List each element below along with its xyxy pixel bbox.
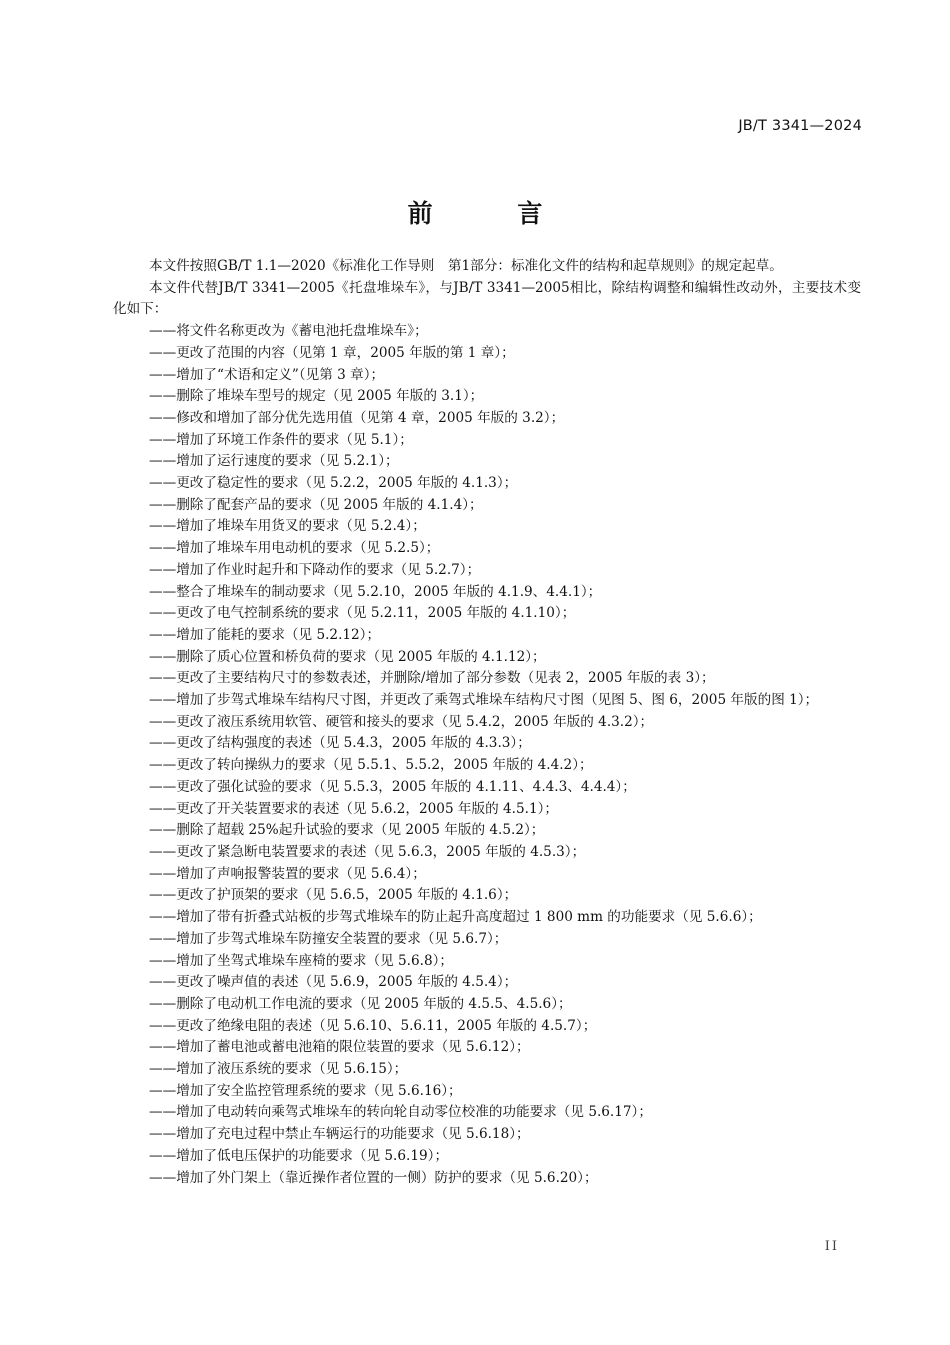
list-item: ——删除了质心位置和桥负荷的要求（见 2005 年版的 4.1.12）；	[149, 648, 546, 665]
list-item: ——修改和增加了部分优先选用值（见第 4 章，2005 年版的 3.2）；	[149, 409, 565, 426]
list-item: ——增加了低电压保护的功能要求（见 5.6.19）；	[149, 1147, 449, 1164]
list-item: ——增加了坐驾式堆垛车座椅的要求（见 5.6.8）；	[149, 952, 453, 969]
list-item: ——将文件名称更改为《蓄电池托盘堆垛车》；	[149, 323, 428, 340]
list-item: ——增加了电动转向乘驾式堆垛车的转向轮自动零位校准的功能要求（见 5.6.17）；	[149, 1104, 652, 1121]
list-item: ——删除了配套产品的要求（见 2005 年版的 4.1.4）；	[149, 496, 483, 513]
list-item: ——增加了充电过程中禁止车辆运行的功能要求（见 5.6.18）；	[149, 1126, 530, 1143]
list-item: ——增加了运行速度的要求（见 5.2.1）；	[149, 453, 399, 470]
list-item: ——增加了液压系统的要求（见 5.6.15）；	[149, 1061, 408, 1078]
list-item: ——删除了堆垛车型号的规定（见 2005 年版的 3.1）；	[149, 388, 484, 405]
list-item: ——更改了稳定性的要求（见 5.2.2，2005 年版的 4.1.3）；	[149, 475, 518, 492]
change-list	[113, 321, 861, 1189]
paragraph-drafting-basis: 本文件按照GB/T 1.1—2020《标准化工作导则 第1部分：标准化文件的结构和起草规则》的规定起草。	[149, 258, 783, 274]
list-item: ——整合了堆垛车的制动要求（见 5.2.10，2005 年版的 4.1.9、4.4.1）；	[149, 583, 602, 600]
list-item: ——增加了环境工作条件的要求（见 5.1）；	[149, 431, 413, 448]
page-title: 前 言	[407, 199, 581, 228]
list-item: ——更改了强化试验的要求（见 5.5.3，2005 年版的 4.1.11、4.4.3、4.4.4）；	[149, 778, 636, 795]
list-item: ——增加了能耗的要求（见 5.2.12）；	[149, 626, 381, 643]
list-item: ——增加了堆垛车用货叉的要求（见 5.2.4）；	[149, 518, 426, 535]
list-item: ——增加了步驾式堆垛车防撞安全装置的要求（见 5.6.7）；	[149, 930, 508, 947]
list-item: ——增加了安全监控管理系统的要求（见 5.6.16）；	[149, 1082, 462, 1099]
list-item: ——更改了紧急断电装置要求的表述（见 5.6.3，2005 年版的 4.5.3）；	[149, 843, 586, 860]
list-item: ——更改了范围的内容（见第 1 章，2005 年版的第 1 章）；	[149, 344, 515, 361]
list-item: ——更改了转向操纵力的要求（见 5.5.1、5.5.2，2005 年版的 4.4.2）；	[149, 757, 593, 774]
list-item: ——更改了主要结构尺寸的参数表述，并删除/增加了部分参数（见表 2，2005 年版的表 3）；	[149, 670, 715, 687]
list-item: ——增加了作业时起升和下降动作的要求（见 5.2.7）；	[149, 561, 481, 578]
standard-code: JB/T 3341—2024	[738, 118, 862, 134]
page-number: II	[824, 1239, 839, 1254]
list-item: ——更改了绝缘电阻的表述（见 5.6.10、5.6.11，2005 年版的 4.5.7）；	[149, 1017, 597, 1034]
list-item: ——增加了步驾式堆垛车结构尺寸图，并更改了乘驾式堆垛车结构尺寸图（见图 5、图 6，2005 年版的图 1）；	[149, 692, 819, 709]
list-item: ——更改了噪声值的表述（见 5.6.9，2005 年版的 4.5.4）；	[149, 974, 518, 991]
paragraph-replacement-note: 本文件代替JB/T 3341—2005《托盘堆垛车》，与JB/T 3341—2005相比，除结构调整和编辑性改动外，主要技术变化如下：	[113, 279, 861, 318]
list-item: ——增加了蓄电池或蓄电池箱的限位装置的要求（见 5.6.12）；	[149, 1039, 530, 1056]
list-item: ——增加了外门架上（靠近操作者位置的一侧）防护的要求（见 5.6.20）；	[149, 1169, 598, 1186]
list-item: ——更改了电气控制系统的要求（见 5.2.11，2005 年版的 4.1.10）；	[149, 605, 576, 622]
list-item: ——更改了开关装置要求的表述（见 5.6.2，2005 年版的 4.5.1）；	[149, 800, 558, 817]
list-item: ——更改了结构强度的表述（见 5.4.3，2005 年版的 4.3.3）；	[149, 735, 531, 752]
list-item: ——更改了护顶架的要求（见 5.6.5，2005 年版的 4.1.6）；	[149, 887, 518, 904]
list-item: ——增加了声响报警装置的要求（见 5.6.4）；	[149, 865, 426, 882]
list-item: ——增加了堆垛车用电动机的要求（见 5.2.5）；	[149, 540, 440, 557]
list-item: ——增加了带有折叠式站板的步驾式堆垛车的防止起升高度超过 1 800 mm 的功能要求（见 5.6.6）；	[149, 909, 762, 926]
list-item: ——更改了液压系统用软管、硬管和接头的要求（见 5.4.2，2005 年版的 4.3.2）；	[149, 713, 654, 730]
document-body	[113, 256, 861, 1189]
list-item: ——增加了“术语和定义”（见第 3 章）；	[149, 366, 385, 383]
list-item: ——删除了超载 25%起升试验的要求（见 2005 年版的 4.5.2）；	[149, 822, 545, 839]
list-item: ——删除了电动机工作电流的要求（见 2005 年版的 4.5.5、4.5.6）；	[149, 995, 572, 1012]
